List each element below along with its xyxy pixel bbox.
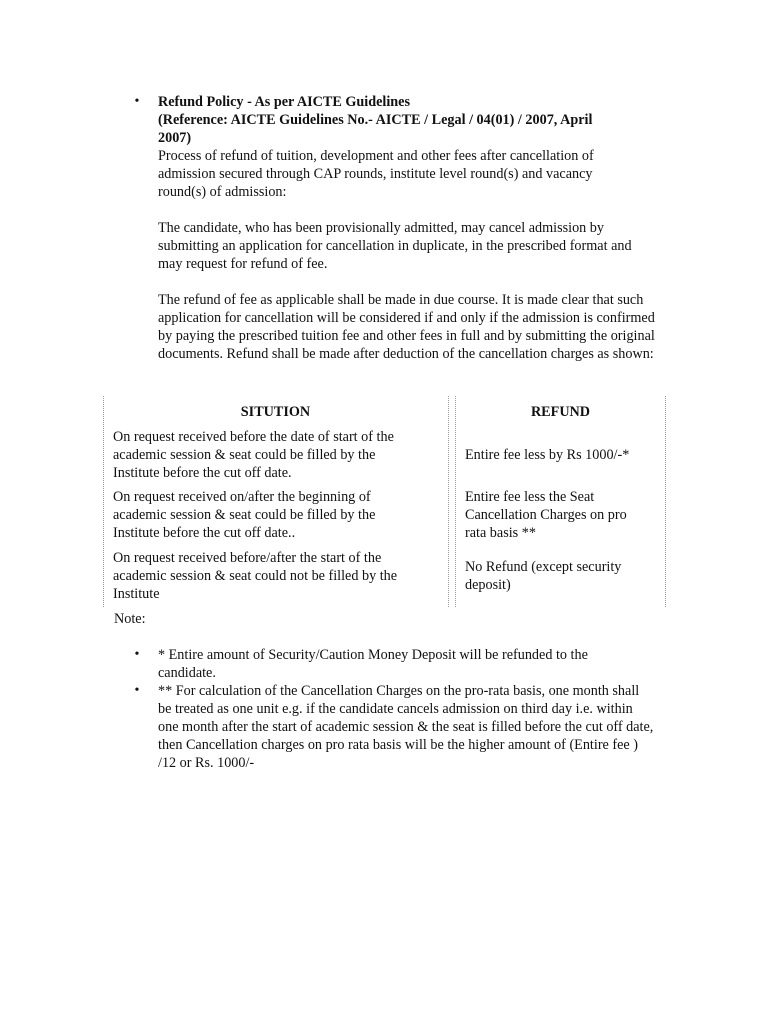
policy-paragraph-3: The refund of fee as applicable shall be made in due course. It is made clear that such application for cancellation will be considered if and only if the admission is confirmed by paying the prescribed tuition fee and other fees in full and by submitting the original documents. Refund shall be made after deduction of the cancellation charges as shown:	[158, 292, 655, 362]
table-border-middle-right	[455, 396, 456, 607]
policy-section	[158, 93, 658, 363]
policy-paragraph-1: Process of refund of tuition, development and other fees after cancellation of admission secured through CAP rounds, institute level round(s) and vacancy round(s) of admission:	[158, 148, 594, 200]
situation-cell-2: On request received on/after the beginning of academic session & seat could be filled by the Institute before the cut off date..	[113, 489, 376, 541]
table-border-right	[665, 396, 666, 607]
refund-cell-3: No Refund (except security deposit)	[465, 559, 622, 593]
note-item-1: * Entire amount of Security/Caution Money Deposit will be refunded to the candidate.	[158, 647, 588, 681]
note-item-2: ** For calculation of the Cancellation Charges on the pro-rata basis, one month shall be treated as one unit e.g. if the candidate cancels admission on third day i.e. within one month after the start of academic session & the seat is filled before the cut off date, then Cancellation charges on pro rata basis will be the higher amount of (Entire fee ) /12 or Rs. 1000/-	[158, 683, 654, 771]
header-refund: REFUND	[530, 404, 591, 420]
header-situation: SITUTION	[240, 404, 311, 420]
policy-paragraph-2: The candidate, who has been provisionally admitted, may cancel admission by submitting an application for cancellation in duplicate, in the prescribed format and may request for refund of fee.	[158, 220, 632, 272]
note-label: Note:	[114, 611, 146, 627]
refund-cell-2: Entire fee less the Seat Cancellation Charges on pro rata basis **	[465, 489, 627, 541]
table-border-middle-left	[448, 396, 449, 607]
situation-cell-1: On request received before the date of start of the academic session & seat could be filled by the Institute before the cut off date.	[113, 429, 394, 481]
table-border-left	[103, 396, 104, 607]
refund-cell-1: Entire fee less by Rs 1000/-*	[465, 447, 630, 463]
bullet-icon: •	[134, 647, 140, 662]
bullet-icon: •	[134, 683, 140, 698]
policy-reference: (Reference: AICTE Guidelines No.- AICTE / Legal / 04(01) / 2007, April 2007)	[158, 112, 593, 146]
policy-heading: Refund Policy - As per AICTE Guidelines	[158, 94, 410, 110]
bullet-icon: •	[134, 94, 140, 109]
situation-cell-3: On request received before/after the start of the academic session & seat could not be filled by the Institute	[113, 550, 398, 602]
refund-table	[103, 396, 666, 607]
